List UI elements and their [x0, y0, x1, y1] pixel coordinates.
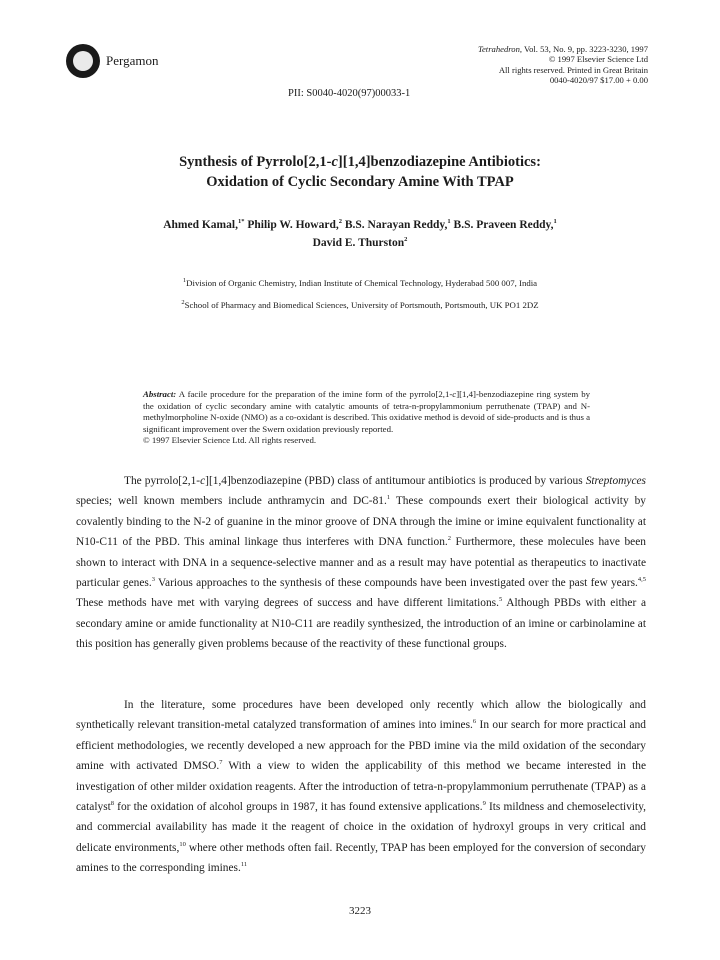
rights-line: All rights reserved. Printed in Great Britain [498, 64, 648, 75]
affiliation-1: $^1$Division of Organic Chemistry, Indian Institute of Chemical Technology, Hyderabad 500 007, India [182, 277, 538, 288]
journal-volume: , Vol. 53, No. 9, pp. 3223-3230, 1997 [519, 44, 648, 54]
author-name: B.S. Praveen Reddy, [453, 219, 554, 231]
paper-title [60, 152, 660, 192]
copyright-line: © 1997 Elsevier Science Ltd [548, 54, 648, 65]
body-paragraph-2: In the literature, some procedures have been developed only recently which allow the biologically and synthetically relevant transition-metal catalyzed transformation of amines into imines.$^6$ In our search for more practical and efficient methodologies, we recently developed a new approach for the PBD imine via the mild oxidation of the secondary amine with activated DMSO.$^7$ With a view to widen the applicability of this method we became interested in the investigation of other milder oxidation reagents. After the introduction of tetra-n-propylammonium perruthenate (TPAP) as a catalyst$^8$ for the oxidation of alcohol groups in 1987, it has found extensive applications.$^9$ Its mildness and chemoselectivity, and commercial availability has made it the reagent of choice in the oxidation of hydroxyl groups in very critical and delicate environments,$^{10}$ where other methods often fail. Recently, TPAP has been employed for the conversion of secondary amines to the corresponding imines.$^{11}$ [76, 699, 647, 875]
author-list: Ahmed Kamal,$^{1*}$ Philip W. Howard,$^2$ B.S. Narayan Reddy,$^1$ B.S. Praveen Reddy,$^1$ David E. Thurston$^2$ [163, 218, 557, 249]
journal-citation [378, 44, 648, 54]
title-line-2: Oxidation of Cyclic Secondary Amine With TPAP [206, 174, 514, 190]
pergamon-logo-icon [66, 44, 100, 78]
author-name: Philip W. Howard, [247, 219, 339, 231]
journal-info [378, 44, 648, 86]
author-name: David E. Thurston [312, 237, 405, 249]
abstract-copyright: © 1997 Elsevier Science Ltd. All rights reserved. [143, 435, 317, 446]
title-line-1: Synthesis of Pyrrolo[2,1-c][1,4]benzodiazepine Antibiotics: [179, 154, 541, 170]
affiliation-2: $^2$School of Pharmacy and Biomedical Sciences, University of Portsmouth, Portsmouth, UK PO1 2DZ [181, 299, 539, 310]
publisher-name: Pergamon [106, 53, 159, 68]
price-line: 0040-4020/97 $17.00 + 0.00 [549, 75, 648, 86]
abstract: Abstract: A facile procedure for the preparation of the imine form of the pyrrolo[2,1-c][1,4]-benzodiazepine ring system by the oxidation of cyclic secondary amine with catalytic amounts of tetra-n-propylammonium perruthenate (TPAP) and N-methylmorpholine N-oxide (NMO) as a co-oxidant is described. This oxidative method is devoid of side-products and is thus a significant improvement over the Swern oxidation previously reported. © 1997 Elsevier Science Ltd. All rights reserved. [143, 389, 590, 446]
pii-code: PII: S0040-4020(97)00033-1 [288, 88, 411, 99]
page-number: 3223 [349, 905, 371, 917]
author-name: Ahmed Kamal, [163, 219, 238, 231]
abstract-label: Abstract: [143, 389, 177, 399]
body-paragraph-1: The pyrrolo[2,1-c][1,4]benzodiazepine (PBD) class of antitumour antibiotics is produced by various Streptomyces species; well known members include anthramycin and DC-81.$^1$ These compounds exert their biological activity by covalently binding to the N-2 of guanine in the minor groove of DNA through the imine or imine equivalent functionality at N10-C11 of the PBD. This aminal linkage thus interferes with DNA function.$^2$ Furthermore, these molecules have been shown to interact with DNA in a sequence-selective manner and as a result may have potential as therapeutics to inactivate particular genes.$^3$ Various approaches to the synthesis of these compounds have been investigated over the past few years.$^{4,5}$ These methods have met with varying degrees of success and have different limitations.$^5$ Although PBDs with either a secondary amine or amide functionality at N10-C11 are readily synthesized, the introduction of an imine or carbinolamine at this position has generally given problems because of the reactivity of these functional groups. [76, 475, 647, 651]
journal-name: Tetrahedron [478, 44, 520, 54]
author-name: B.S. Narayan Reddy, [344, 219, 448, 231]
